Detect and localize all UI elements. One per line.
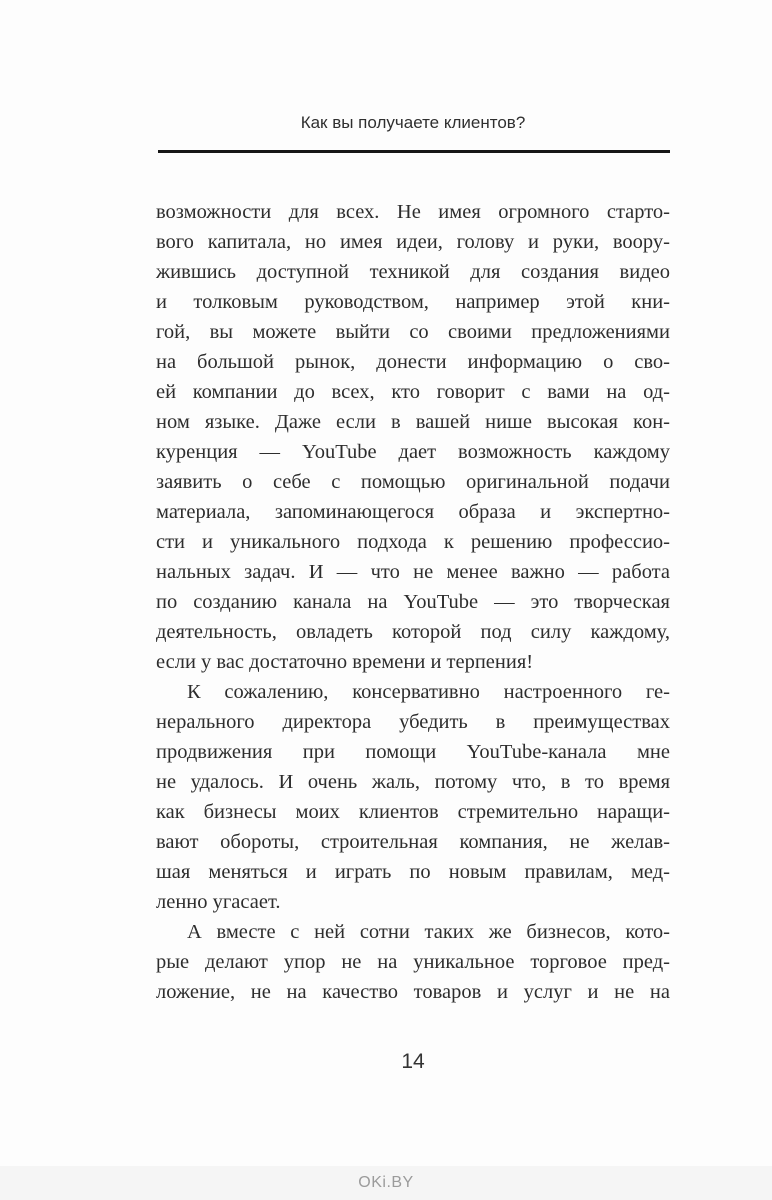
text-line: деятельность, овладеть которой под силу каждому,: [156, 621, 670, 643]
running-header: Как вы получаете клиентов?: [300, 113, 526, 132]
watermark-band: [0, 1166, 772, 1200]
text-line: на большой рынок, донести информацию о сво-: [156, 351, 670, 373]
text-line: К сожалению, консервативно настроенного ге-: [187, 681, 670, 703]
text-line: нальных задач. И — что не менее важно — работа: [156, 561, 670, 583]
text-line: нерального директора убедить в преимуществах: [156, 711, 670, 733]
page-body: [156, 197, 670, 1007]
text-line: сти и уникального подхода к решению профессио-: [156, 531, 670, 553]
watermark-text: OKi.BY: [358, 1174, 414, 1191]
text-line: вого капитала, но имея идеи, голову и руки, воору-: [156, 231, 670, 253]
text-line: вают обороты, строительная компания, не желав-: [156, 831, 670, 853]
text-line: ложение, не на качество товаров и услуг и не на: [156, 981, 670, 1003]
text-line: жившись доступной техникой для создания видео: [156, 261, 670, 283]
text-line: как бизнесы моих клиентов стремительно наращи-: [156, 801, 670, 823]
text-line: ленно угасает.: [156, 891, 281, 913]
text-line: заявить о себе с помощью оригинальной подачи: [156, 471, 670, 493]
text-line: ей компании до всех, кто говорит с вами на од-: [156, 381, 670, 403]
text-line: А вместе с ней сотни таких же бизнесов, кото-: [187, 921, 670, 943]
text-line: материала, запоминающегося образа и экспертно-: [156, 501, 670, 523]
header-rule: [158, 150, 670, 153]
text-line: возможности для всех. Не имея огромного старто-: [156, 201, 670, 223]
text-line: продвижения при помощи YouTube-канала мне: [156, 741, 670, 763]
text-line: куренция — YouTube дает возможность каждому: [156, 441, 670, 463]
text-line: гой, вы можете выйти со своими предложениями: [156, 321, 670, 343]
text-line: если у вас достаточно времени и терпения!: [156, 651, 534, 673]
text-line: ном языке. Даже если в вашей нише высокая кон-: [156, 411, 670, 433]
text-line: по созданию канала на YouTube — это творческая: [156, 591, 670, 613]
text-line: и толковым руководством, например этой кни-: [156, 291, 670, 313]
text-line: рые делают упор не на уникальное торговое пред-: [156, 951, 670, 973]
text-line: шая меняться и играть по новым правилам, мед-: [156, 861, 670, 883]
page-number: 14: [401, 1050, 425, 1073]
text-line: не удалось. И очень жаль, потому что, в то время: [156, 771, 670, 793]
